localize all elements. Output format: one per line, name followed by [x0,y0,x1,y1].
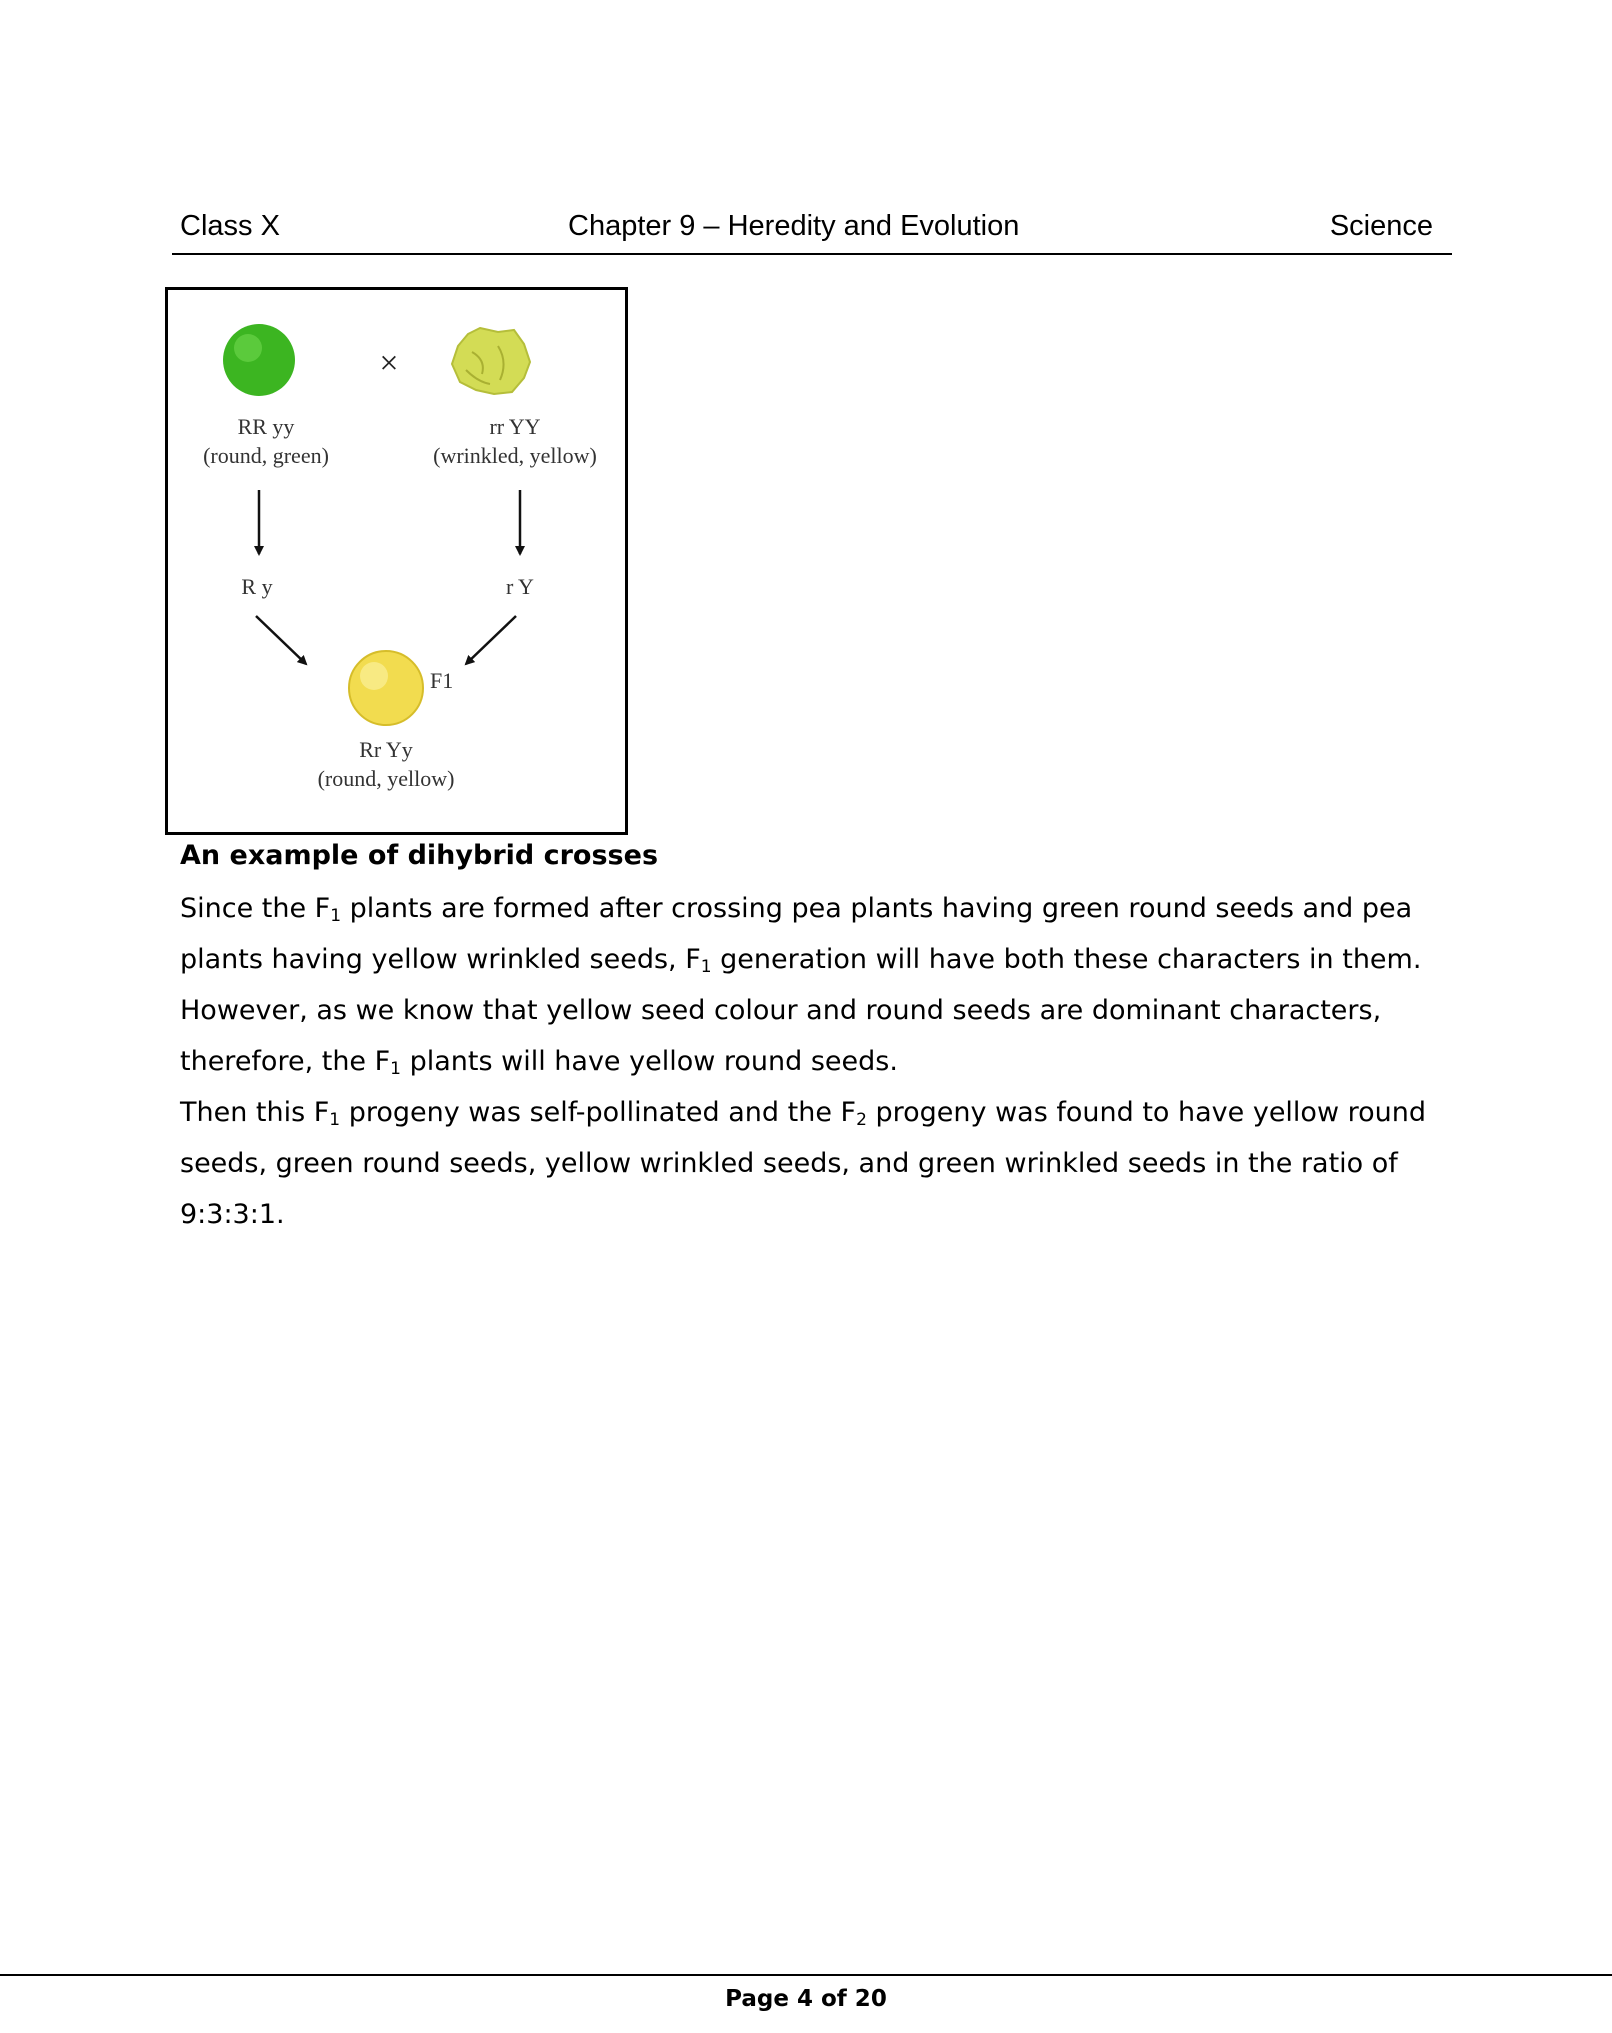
subscript: 1 [330,906,342,926]
gamete2-label: r Y [506,574,534,599]
gamete1-label: R y [241,574,273,599]
header-chapter: Chapter 9 – Heredity and Evolution [568,210,1020,242]
footer-divider [0,1974,1612,1976]
header-class: Class X [180,210,280,242]
round-yellow-seed-icon [349,651,423,725]
text-run: progeny was self-pollinated and the F [340,1097,857,1128]
parent2-genotype: rr YY [489,414,541,439]
page-header [172,205,1452,255]
round-green-seed-icon [223,324,295,396]
dihybrid-cross-diagram [168,290,625,832]
offspring-phenotype: (round, yellow) [317,766,455,791]
offspring-genotype: Rr Yy [359,737,413,762]
text-run: Since the F [180,893,331,924]
body-text [180,883,1450,1240]
page-number: Page 4 of 20 [725,1986,887,2012]
dihybrid-cross-figure [165,287,628,835]
arrow-diagonal-right [466,616,516,664]
text-run: plants are formed after crossing pea plants having green round seeds and pea plants having yellow wrinkled seeds, F [180,893,1413,975]
parent2-phenotype: (wrinkled, yellow) [433,443,597,468]
parent1-genotype: RR yy [237,414,295,439]
text-run: progeny was found to have yellow round seeds, green round seeds, yellow wrinkled seeds, and green wrinkled seeds in the ratio of 9:3:3:1. [180,1097,1427,1230]
subscript: 1 [700,957,712,977]
paragraph-1 [180,883,1450,1087]
subscript: 2 [856,1110,867,1130]
cross-symbol: × [379,345,399,382]
wrinkled-yellow-seed-icon [452,328,530,394]
header-subject: Science [1329,210,1433,242]
parent1-phenotype: (round, green) [203,443,329,468]
text-run: Then this F [180,1097,330,1128]
arrow-diagonal-left [256,616,306,664]
paragraph-2 [180,1087,1450,1240]
subscript: 1 [329,1110,341,1130]
figure-caption: An example of dihybrid crosses [180,840,659,871]
text-run: generation will have both these characters in them. However, as we know that yellow seed colour and round seeds are dominant characters, therefore, the F [180,944,1422,1077]
text-run: plants will have yellow round seeds. [401,1046,898,1077]
subscript: 1 [390,1059,401,1079]
f1-label: F1 [430,668,454,693]
